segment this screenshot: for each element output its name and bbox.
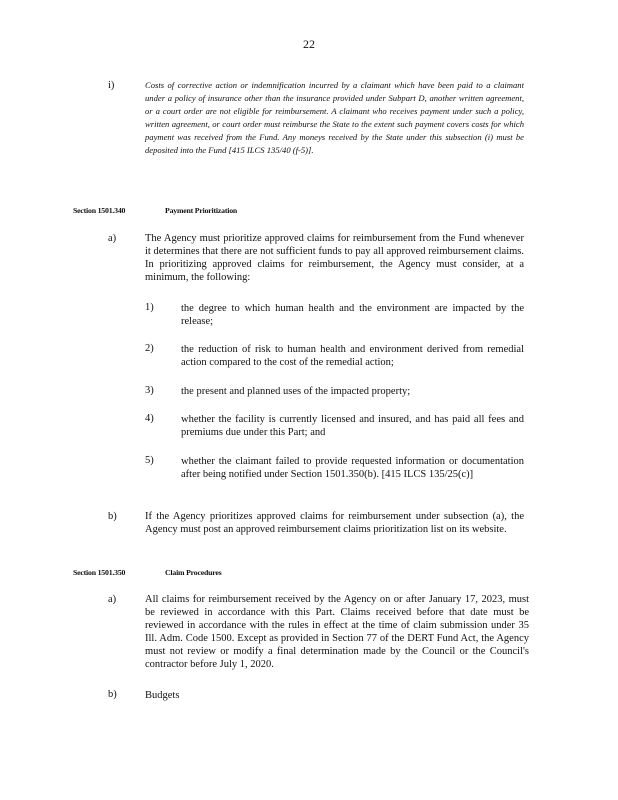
section-350-a-label: a) <box>108 594 117 605</box>
section-340-a-item-3-text: the present and planned uses of the impacted property; <box>181 386 411 397</box>
section-340-a-item-5-label: 5) <box>145 455 154 466</box>
section-350-title: Claim Procedures <box>165 568 222 577</box>
section-340-a-item-4-text: whether the facility is currently licensed and insured, and has paid all fees and premiums due under this Part; and <box>181 414 524 438</box>
section-350-b-label: b) <box>108 689 117 700</box>
section-340-a-label: a) <box>108 233 117 244</box>
section-340-a-item-4-label: 4) <box>145 413 154 424</box>
section-340-number: Section 1501.340 <box>73 206 126 215</box>
section-340-a-item-3-label: 3) <box>145 385 154 396</box>
section-350-b-text: Budgets <box>145 690 180 701</box>
item-i-label: i) <box>108 80 115 91</box>
section-340-title: Payment Prioritization <box>165 206 238 215</box>
section-340-a-item-5-text: whether the claimant failed to provide requested information or documentation after being notified under Section 1501.350(b). [415 ILCS 135/25(c)] <box>181 456 524 480</box>
section-340-a-item-1-text: the degree to which human health and the environment are impacted by the release; <box>181 303 524 327</box>
section-340-a-text: The Agency must prioritize approved claims for reimbursement from the Fund whenever it determines that there are not sufficient funds to pay all approved reimbursement claims. In prioritizing approved claims for reimbursement, the Agency must consider, at a minimum, the following: <box>145 233 524 283</box>
section-340-a-item-1-label: 1) <box>145 302 154 313</box>
item-i-text: Costs of corrective action or indemnification incurred by a claimant which have been paid to a claimant under a policy of insurance other than the insurance provided under Subpart D, another written agreement, or a court order are not eligible for reimbursement. A claimant who receives payment under such a policy, written agreement, or court order must reimburse the State to the extent such payment covers costs for which payment was received from the Fund. Any moneys received by the State under this subsection (i) must be deposited into the Fund [415 ILCS 135/40 (f-5)]. <box>145 80 524 155</box>
section-350-number: Section 1501.350 <box>73 568 126 577</box>
section-340-a-item-2-label: 2) <box>145 343 154 354</box>
section-350-a-text: All claims for reimbursement received by the Agency on or after January 17, 2023, must be reviewed in accordance with this Part. Claims received before that date must be reviewed in accordance with the rules in effect at the time of claim submission under 35 Ill. Adm. Code 1500. Except as provided in Section 77 of the DERT Fund Act, the Agency must not review or modify a final determination made by the Council or the Council's contractor before July 1, 2020. <box>145 594 529 670</box>
section-340-b-text: If the Agency prioritizes approved claims for reimbursement under subsection (a), the Agency must post an approved reimbursement claims prioritization list on its website. <box>145 511 524 535</box>
section-340-b-label: b) <box>108 511 117 522</box>
page-number: 22 <box>303 37 315 51</box>
section-340-a-item-2-text: the reduction of risk to human health and environment derived from remedial action compared to the cost of the remedial action; <box>181 344 524 368</box>
